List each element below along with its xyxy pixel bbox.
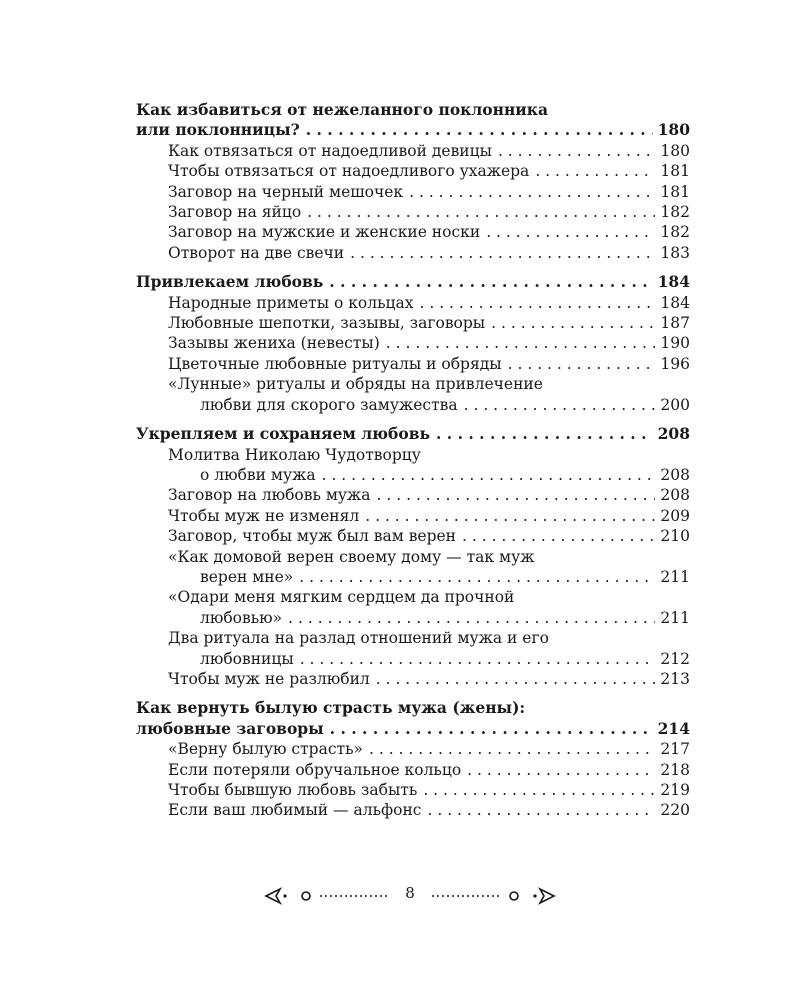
page-number: 184 bbox=[657, 272, 690, 292]
ornament-dot-icon bbox=[533, 894, 536, 897]
dot-leader bbox=[386, 333, 656, 353]
entry-title: Заговор на яйцо bbox=[168, 203, 302, 222]
dot-leader bbox=[467, 760, 655, 780]
page-number: 182 bbox=[660, 203, 690, 222]
dot-leader bbox=[377, 485, 656, 505]
toc-entry[interactable] bbox=[136, 182, 690, 202]
dot-leader bbox=[428, 800, 656, 820]
page-number: 208 bbox=[657, 424, 690, 444]
toc-entry[interactable] bbox=[136, 202, 690, 222]
ornament-circle-icon bbox=[510, 892, 518, 900]
dot-leader bbox=[486, 222, 655, 242]
ornament-dot-icon bbox=[283, 894, 286, 897]
toc-entry[interactable] bbox=[136, 243, 690, 263]
page-number: 209 bbox=[660, 506, 690, 525]
page-number: 218 bbox=[660, 760, 690, 779]
page-number: 208 bbox=[660, 465, 690, 484]
entry-title: «Верну былую страсть» bbox=[168, 740, 363, 759]
page-number: 183 bbox=[660, 243, 690, 262]
dot-leader bbox=[420, 293, 656, 313]
page-number: 212 bbox=[660, 649, 690, 668]
entry-title: «Как домовой верен своему дому — так муж bbox=[168, 547, 535, 566]
entry-title: Если ваш любимый — альфонс bbox=[168, 801, 422, 820]
page-number: 211 bbox=[660, 567, 690, 586]
toc-section bbox=[136, 698, 690, 820]
entry-title: Чтобы муж не изменял bbox=[168, 506, 360, 525]
entry-title: Молитва Николаю Чудотворцу bbox=[168, 445, 421, 464]
section-heading: Как избавиться от нежеланного поклонника bbox=[136, 100, 549, 119]
dot-leader bbox=[491, 313, 655, 333]
entry-title-continued: любовницы bbox=[200, 649, 294, 668]
page-number: 180 bbox=[657, 120, 690, 140]
entry-title: Любовные шепотки, зазывы, заговоры bbox=[168, 314, 486, 333]
dot-leader bbox=[350, 243, 655, 263]
dot-leader bbox=[508, 354, 656, 374]
toc-entry[interactable] bbox=[136, 780, 690, 800]
toc-entry[interactable] bbox=[136, 293, 690, 313]
toc-entry[interactable] bbox=[136, 760, 690, 780]
toc-entry[interactable] bbox=[136, 669, 690, 689]
entry-title: «Лунные» ритуалы и обряды на привлечение bbox=[168, 375, 543, 394]
toc-section bbox=[136, 272, 690, 415]
entry-title: Два ритуала на разлад отношений мужа и его bbox=[168, 629, 549, 648]
toc-entry[interactable] bbox=[136, 719, 690, 739]
toc-entry[interactable] bbox=[136, 222, 690, 242]
ornament-arrow-icon bbox=[266, 889, 280, 903]
dot-leader bbox=[462, 526, 655, 546]
toc-entry[interactable] bbox=[136, 354, 690, 374]
page-number: 211 bbox=[660, 608, 690, 627]
toc-entry[interactable] bbox=[136, 424, 690, 444]
page-number: 181 bbox=[660, 182, 690, 201]
page-number: 184 bbox=[660, 293, 690, 312]
entry-title: Чтобы муж не разлюбил bbox=[168, 669, 370, 688]
page-number: 180 bbox=[660, 141, 690, 160]
toc-entry[interactable] bbox=[136, 161, 690, 181]
entry-title: Народные приметы о кольцах bbox=[168, 293, 414, 312]
dot-leader bbox=[288, 608, 655, 628]
toc-section bbox=[136, 424, 690, 689]
entry-title-continued: любовью» bbox=[200, 608, 283, 627]
entry-title: Зазывы жениха (невесты) bbox=[168, 334, 380, 353]
dot-leader bbox=[299, 567, 655, 587]
page-number-footer: 8 bbox=[405, 884, 415, 902]
entry-title: «Одари меня мягким сердцем да прочной bbox=[168, 588, 515, 607]
entry-title: Заговор на черный мешочек bbox=[168, 182, 404, 201]
entry-title-continued: верен мне» bbox=[200, 567, 294, 586]
page-number: 182 bbox=[660, 223, 690, 242]
entry-title: Заговор на мужские и женские носки bbox=[168, 223, 481, 242]
page-number: 181 bbox=[660, 162, 690, 181]
entry-title: Чтобы отвязаться от надоедливого ухажера bbox=[168, 162, 530, 181]
page-number: 217 bbox=[660, 740, 690, 759]
dot-leader bbox=[329, 272, 652, 292]
toc-entry[interactable] bbox=[136, 526, 690, 546]
page-number: 190 bbox=[660, 334, 690, 353]
toc-entry[interactable] bbox=[136, 485, 690, 505]
entry-title: Цветочные любовные ритуалы и обряды bbox=[168, 354, 502, 373]
toc-entry[interactable] bbox=[136, 395, 690, 415]
entry-title-continued: любви для скорого замужества bbox=[200, 395, 458, 414]
entry-title-continued: о любви мужа bbox=[200, 465, 316, 484]
entry-title: Отворот на две свечи bbox=[168, 243, 345, 262]
dot-leader bbox=[535, 161, 655, 181]
page-number: 210 bbox=[660, 527, 690, 546]
entry-title: Как отвязаться от надоедливой девицы bbox=[168, 141, 492, 160]
ornament-circle-icon bbox=[302, 892, 310, 900]
section-heading: Привлекаем любовь bbox=[136, 272, 324, 292]
toc-entry[interactable] bbox=[136, 333, 690, 353]
toc-entry[interactable] bbox=[136, 141, 690, 161]
page-number: 214 bbox=[657, 718, 690, 738]
toc-entry[interactable] bbox=[136, 800, 690, 820]
dot-leader bbox=[464, 395, 656, 415]
dot-leader bbox=[369, 739, 655, 759]
page-number: 196 bbox=[660, 354, 690, 373]
table-of-contents bbox=[136, 100, 690, 830]
entry-title: Заговор на любовь мужа bbox=[168, 486, 371, 505]
dot-leader bbox=[423, 780, 655, 800]
toc-entry[interactable] bbox=[136, 567, 690, 587]
section-heading: Как вернуть былую страсть мужа (жены): bbox=[136, 698, 526, 718]
page-number: 220 bbox=[660, 801, 690, 820]
toc-entry[interactable] bbox=[136, 272, 690, 292]
page-number: 187 bbox=[660, 314, 690, 333]
dot-leader bbox=[376, 669, 656, 689]
dot-leader bbox=[365, 506, 655, 526]
toc-entry[interactable] bbox=[136, 506, 690, 526]
dot-leader bbox=[498, 141, 655, 161]
toc-entry[interactable] bbox=[136, 465, 690, 485]
entry-title: Заговор, чтобы муж был вам верен bbox=[168, 527, 457, 546]
dot-leader bbox=[330, 719, 653, 739]
entry-title: или поклонницы? bbox=[136, 120, 300, 140]
page-number: 219 bbox=[660, 781, 690, 799]
toc-entry[interactable] bbox=[136, 608, 690, 628]
toc-entry[interactable] bbox=[136, 120, 690, 140]
dot-leader bbox=[306, 120, 653, 140]
section-heading: Укрепляем и сохраняем любовь bbox=[136, 424, 431, 444]
toc-entry[interactable] bbox=[136, 649, 690, 669]
page-number: 213 bbox=[660, 669, 690, 688]
page-number: 208 bbox=[660, 486, 690, 505]
toc-entry[interactable] bbox=[136, 739, 690, 759]
dot-leader bbox=[436, 424, 653, 444]
page-number: 200 bbox=[660, 395, 690, 414]
entry-title: любовные заговоры bbox=[136, 718, 324, 738]
page-footer bbox=[262, 880, 558, 910]
toc-section bbox=[136, 100, 690, 263]
ornament-arrow-icon bbox=[540, 889, 554, 903]
dot-leader bbox=[300, 649, 656, 669]
dot-leader bbox=[307, 202, 655, 222]
toc-entry[interactable] bbox=[136, 313, 690, 333]
dot-leader bbox=[322, 465, 656, 485]
dot-leader bbox=[409, 182, 655, 202]
entry-title: Чтобы бывшую любовь забыть bbox=[168, 781, 418, 799]
entry-title: Если потеряли обручальное кольцо bbox=[168, 760, 462, 779]
